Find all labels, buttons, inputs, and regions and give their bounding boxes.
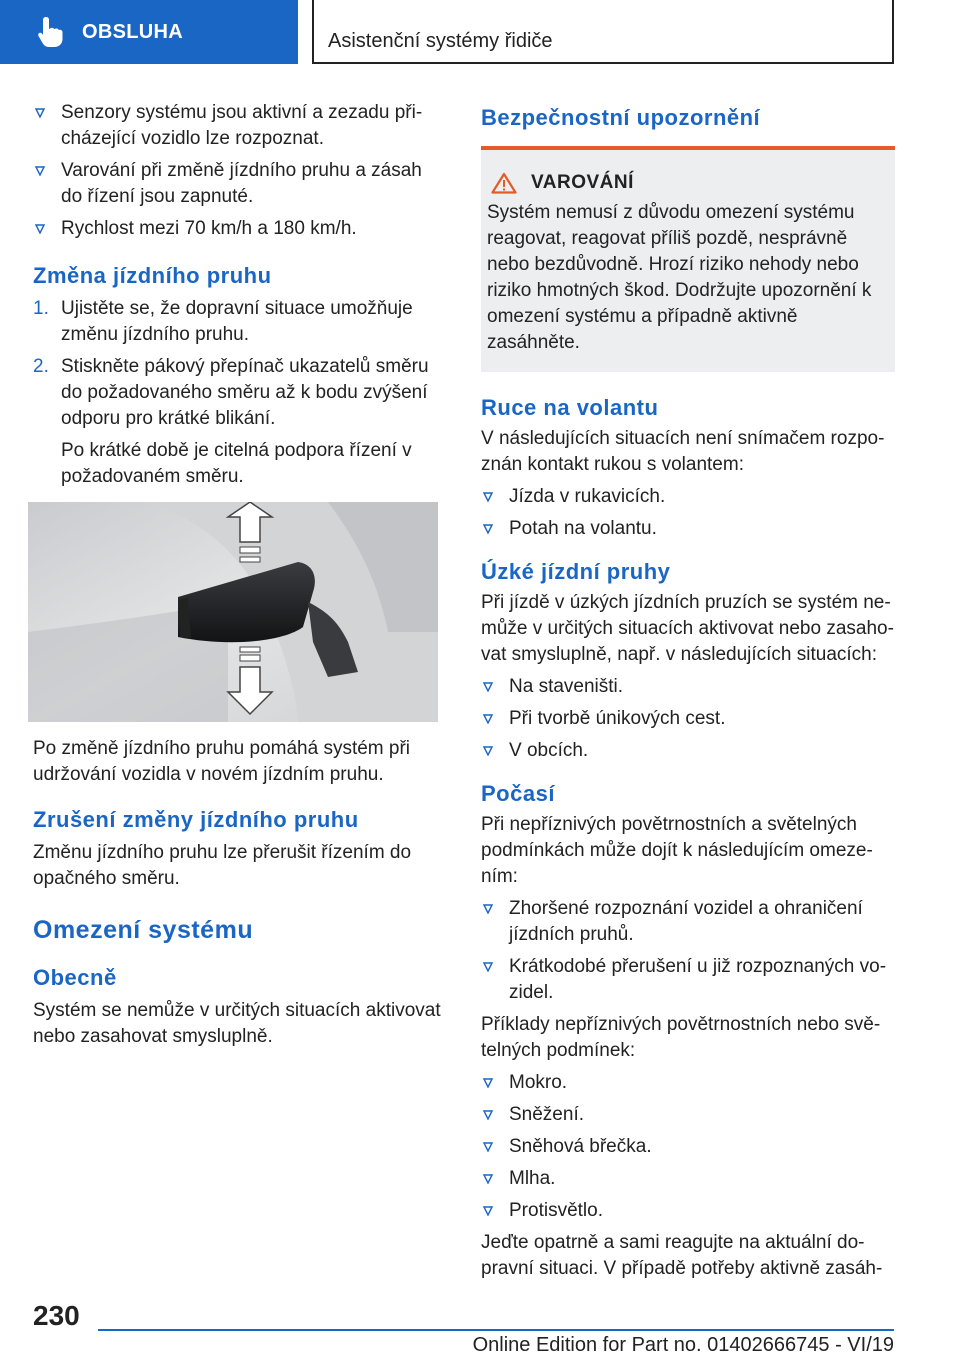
step-item: 2. Stiskněte pákový přepínač ukazatelů směru do požadovaného směru až k bodu zvýšení odporu pro krátké blikání. <box>33 356 429 429</box>
lever-illustration <box>28 502 438 722</box>
lane-change-heading: Změna jízdního pruhu <box>33 263 272 288</box>
list-item: Při tvorbě únikových cest. <box>481 706 895 732</box>
left-column <box>33 100 441 1050</box>
list-item: Mlha. <box>481 1166 895 1192</box>
general-heading: Obecně <box>33 965 117 990</box>
weather-heading: Počasí <box>481 781 555 806</box>
triangle-bullet-icon <box>483 492 493 502</box>
header-tab-label: OBSLUHA <box>82 20 183 43</box>
triangle-bullet-icon <box>483 1110 493 1120</box>
list-item: Protisvětlo. <box>481 1198 895 1224</box>
paragraph: Systém se nemůže v určitých situacích aktivovat nebo zasahovat smysluplně. <box>33 1000 441 1047</box>
right-column <box>481 100 895 1282</box>
hand-pointer-icon <box>36 15 64 49</box>
footer-edition: Online Edition for Part no. 01402666745 - VI/19 <box>472 1334 894 1356</box>
list-item: Varování při změně jízdního pruhu a zásah do řízení jsou zapnuté. <box>33 158 441 210</box>
footer-divider <box>98 1329 894 1331</box>
step-note: Po krátké době je citelná podpora řízení v požadovaném směru. <box>61 440 412 487</box>
header-tab <box>0 0 298 64</box>
step-item: 1. Ujistěte se, že dopravní situace umožňuje změnu jízdního pruhu. <box>33 298 413 345</box>
list-item: Rychlost mezi 70 km/h a 180 km/h. <box>33 216 441 242</box>
triangle-bullet-icon <box>483 714 493 724</box>
narrow-heading: Úzké jízdní pruhy <box>481 559 671 584</box>
warning-text: Systém nemusí z důvodu omezení systému reagovat, reagovat příliš pozdě, nesprávně nebo bezdůvodně. Hrozí riziko nehody nebo riziko hmotných škod. Dodržujte upozornění k omezení systému a případně aktivně zasáhněte. <box>487 202 872 353</box>
triangle-bullet-icon <box>35 224 45 234</box>
triangle-bullet-icon <box>35 108 45 118</box>
paragraph: V následujících situacích není snímačem rozpoznán kontakt rukou s volantem: <box>481 428 885 475</box>
list-item: Potah na volantu. <box>481 516 895 542</box>
hands-heading: Ruce na volantu <box>481 395 659 420</box>
turn-signal-lever-figure <box>28 502 438 722</box>
paragraph: Po změně jízdního pruhu pomáhá systém při udržování vozidla v novém jízdním pruhu. <box>33 738 411 785</box>
list-item: Sněhová břečka. <box>481 1134 895 1160</box>
list-item: Sněžení. <box>481 1102 895 1128</box>
triangle-bullet-icon <box>483 904 493 914</box>
triangle-bullet-icon <box>483 1078 493 1088</box>
triangle-bullet-icon <box>483 1174 493 1184</box>
warning-box <box>481 146 895 372</box>
list-item: V obcích. <box>481 738 895 764</box>
limits-heading: Omezení systému <box>33 916 254 944</box>
paragraph: Změnu jízdního pruhu lze přerušit řízením do opačného směru. <box>33 842 412 889</box>
list-item: Senzory systému jsou aktivní a zezadu přicházející vozidlo lze rozpoznat. <box>33 100 441 152</box>
safety-heading: Bezpečnostní upozornění <box>481 105 761 130</box>
cancel-heading: Zrušení změny jízdního pruhu <box>33 807 359 832</box>
paragraph: Příklady nepříznivých povětrnostních nebo světelných podmínek: <box>481 1014 881 1061</box>
paragraph: Jeďte opatrně a sami reagujte na aktuální dopravní situaci. V případě potřeby aktivně zasáh- <box>481 1232 883 1279</box>
paragraph: Při jízdě v úzkých jízdních pruzích se systém nemůže v určitých situacích aktivovat nebo zasahovat smysluplně, např. v následujících situacích: <box>481 592 894 665</box>
list-item: Krátkodobé přerušení u již rozpoznaných vozidel. <box>481 954 895 1006</box>
page-number: 230 <box>33 1300 80 1331</box>
paragraph: Při nepříznivých povětrnostních a světelných podmínkách může dojít k následujícím omezením: <box>481 814 873 887</box>
list-item: Zhoršené rozpoznání vozidel a ohraničení jízdních pruhů. <box>481 896 895 948</box>
list-item: Mokro. <box>481 1070 895 1096</box>
triangle-bullet-icon <box>483 1142 493 1152</box>
warning-title: VAROVÁNÍ <box>531 172 634 193</box>
triangle-bullet-icon <box>483 746 493 756</box>
triangle-bullet-icon <box>35 166 45 176</box>
section-title: Asistenční systémy řidiče <box>328 30 553 52</box>
triangle-bullet-icon <box>483 1206 493 1216</box>
header-section-frame <box>312 0 894 64</box>
warning-triangle-icon <box>491 172 517 194</box>
list-item: Jízda v rukavicích. <box>481 484 895 510</box>
triangle-bullet-icon <box>483 962 493 972</box>
list-item: Na staveništi. <box>481 674 895 700</box>
triangle-bullet-icon <box>483 524 493 534</box>
triangle-bullet-icon <box>483 682 493 692</box>
